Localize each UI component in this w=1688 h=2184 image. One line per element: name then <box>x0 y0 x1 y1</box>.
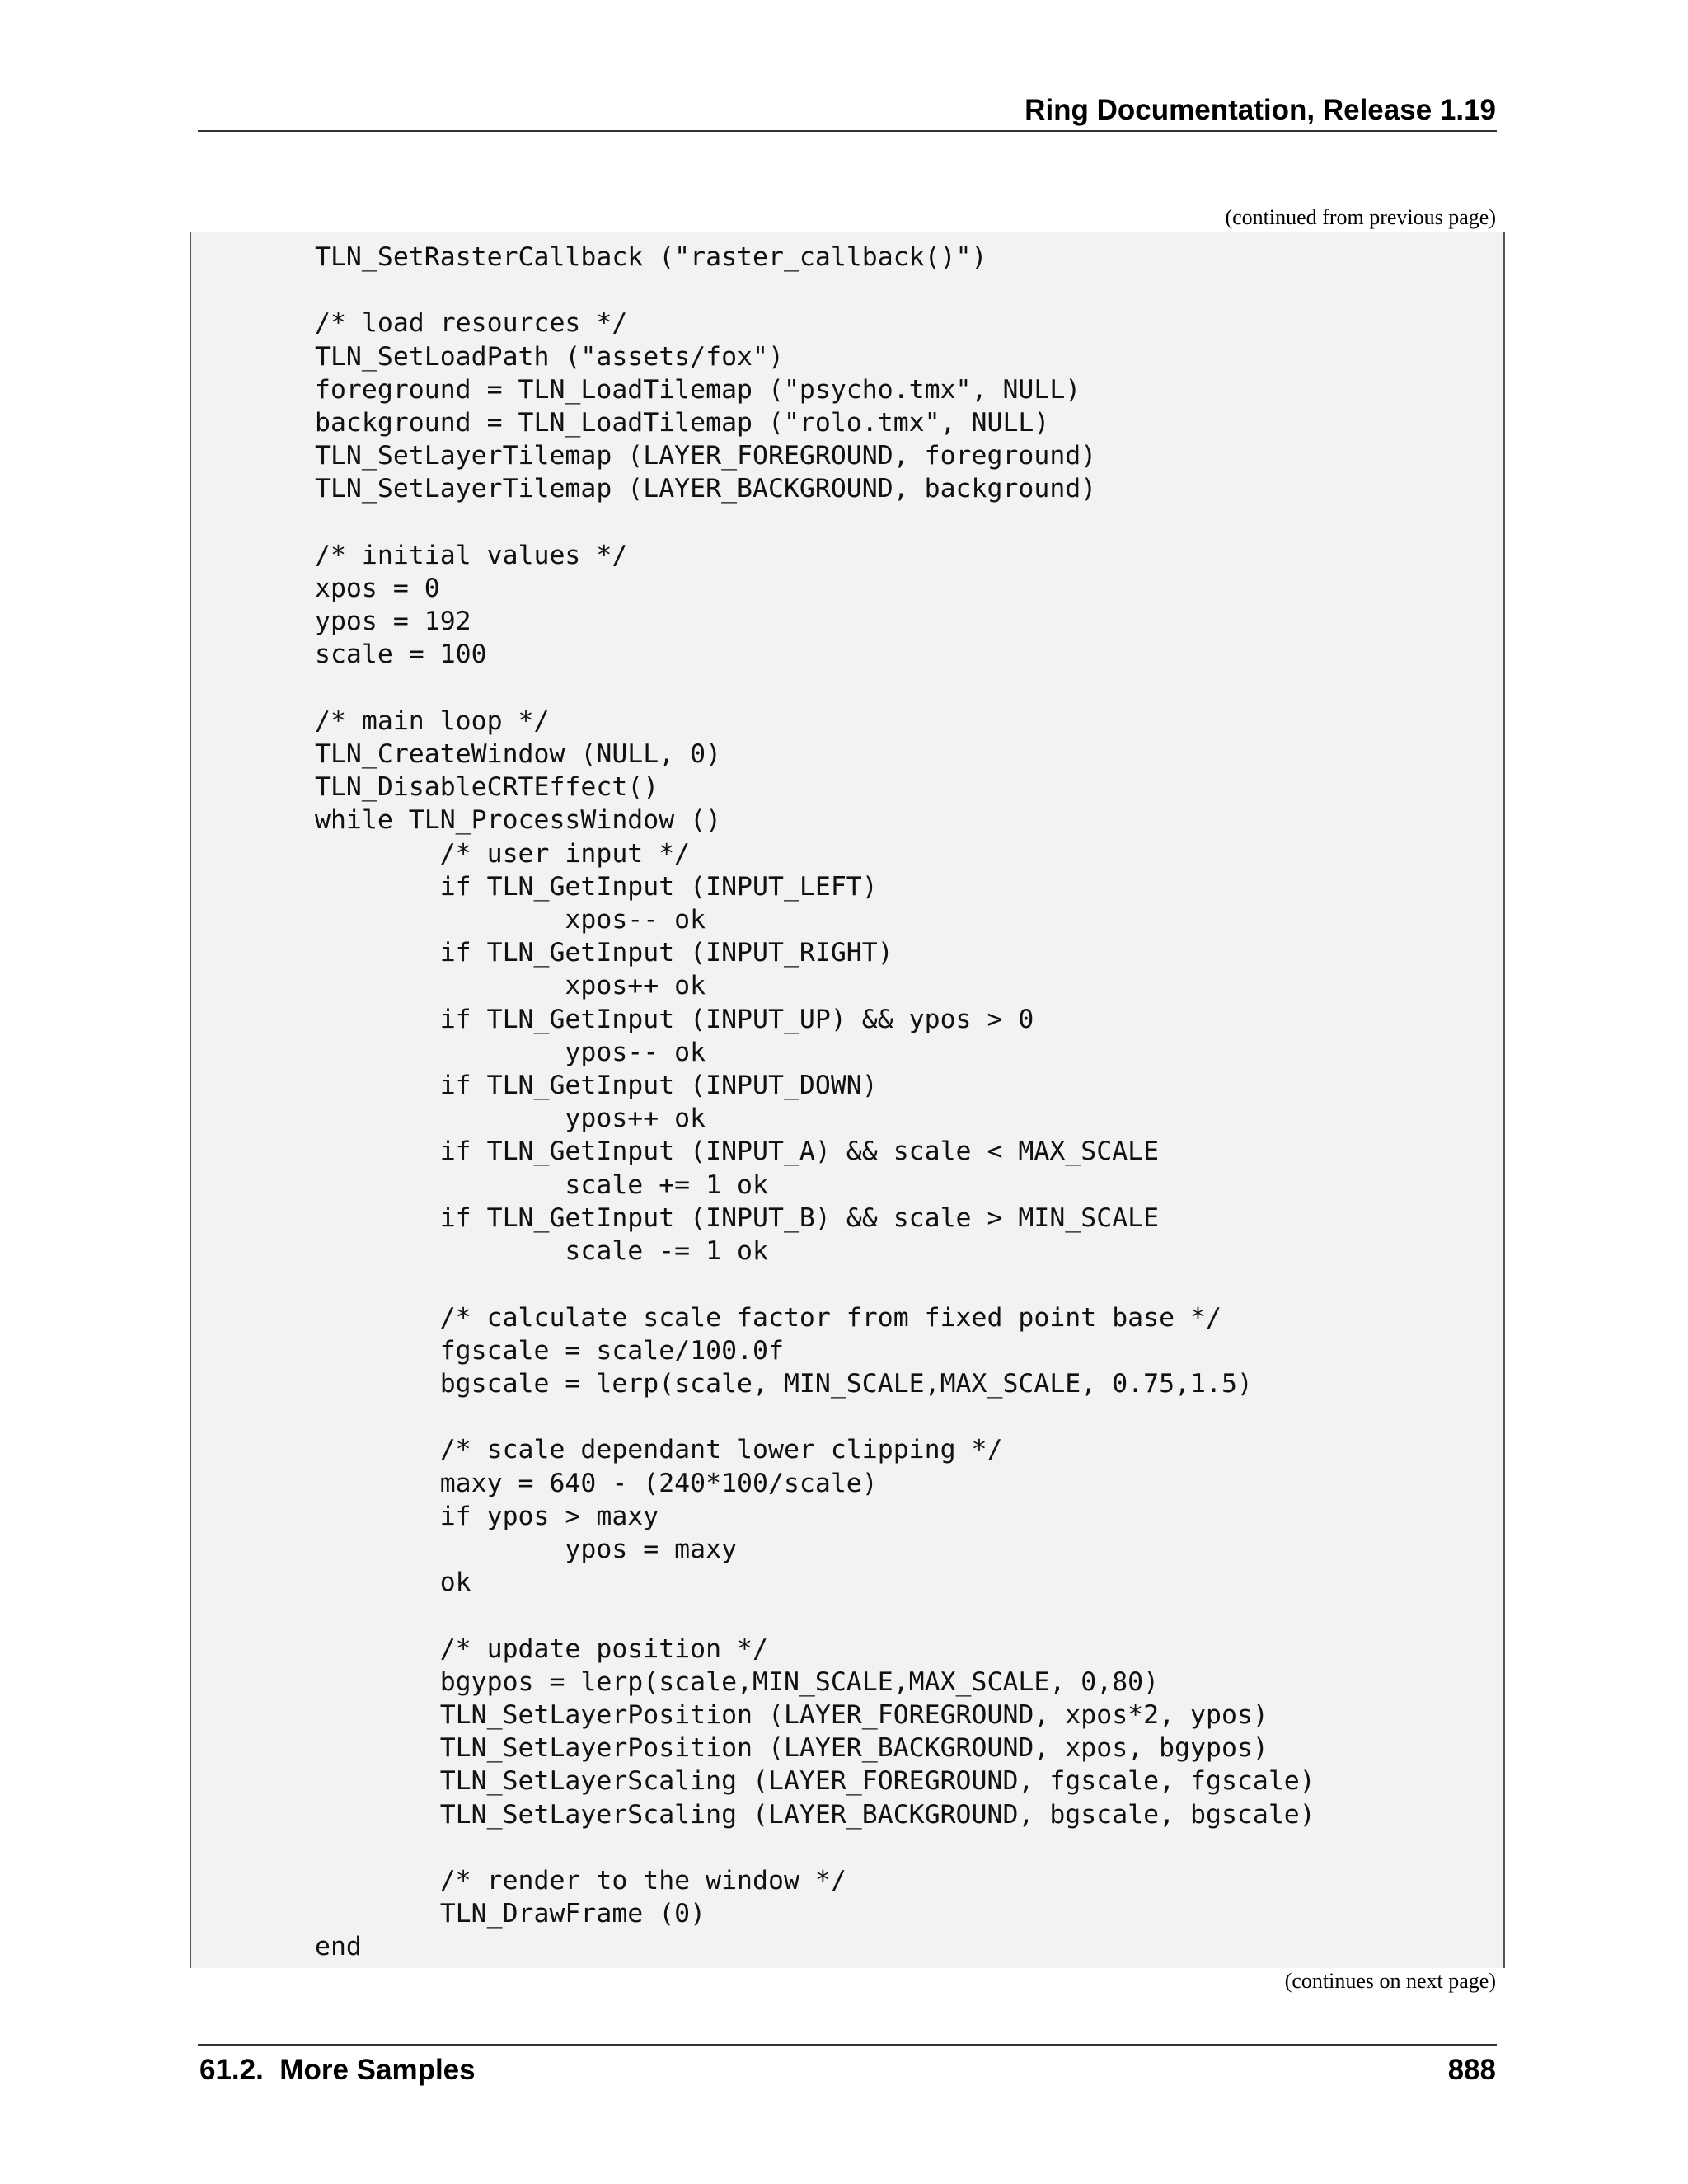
code-line: ypos-- ok <box>315 1037 706 1067</box>
code-line: TLN_SetRasterCallback ("raster_callback()") <box>315 242 987 272</box>
code-block <box>190 232 1505 1968</box>
code-line: ypos++ ok <box>315 1104 706 1134</box>
code-line: scale = 100 <box>315 640 487 670</box>
footer-section-title: 61.2. More Samples <box>199 2054 476 2086</box>
code-line: /* initial values */ <box>315 540 628 570</box>
code-line: if ypos > maxy <box>315 1501 659 1531</box>
code-line: TLN_DisableCRTEffect() <box>315 772 659 803</box>
code-line: /* main loop */ <box>315 705 550 736</box>
code-line: xpos = 0 <box>315 574 440 604</box>
code-line: fgscale = scale/100.0f <box>315 1335 784 1366</box>
code-line: /* user input */ <box>315 838 691 869</box>
code-line: ypos = 192 <box>315 607 471 637</box>
page-number: 888 <box>1447 2054 1496 2086</box>
code-line: end <box>315 1932 362 1962</box>
code-line: maxy = 640 - (240*100/scale) <box>315 1468 878 1498</box>
code-line: if TLN_GetInput (INPUT_UP) && ypos > 0 <box>315 1004 1034 1034</box>
code-line: if TLN_GetInput (INPUT_DOWN) <box>315 1071 878 1101</box>
header-rule <box>198 130 1497 132</box>
code-line: bgypos = lerp(scale,MIN_SCALE,MAX_SCALE, 0,80) <box>315 1666 1160 1697</box>
code-line: TLN_SetLayerTilemap (LAYER_BACKGROUND, background) <box>315 474 1097 504</box>
code-line: while TLN_ProcessWindow () <box>315 805 722 836</box>
code-text <box>315 241 1315 1964</box>
code-line: xpos++ ok <box>315 971 706 1001</box>
document-title: Ring Documentation, Release 1.19 <box>1025 94 1496 126</box>
code-line: /* render to the window */ <box>315 1865 846 1896</box>
continued-from-note: (continued from previous page) <box>1225 205 1496 229</box>
code-line: background = TLN_LoadTilemap ("rolo.tmx", NULL) <box>315 408 1050 438</box>
code-line: TLN_DrawFrame (0) <box>315 1899 706 1929</box>
code-line: ok <box>315 1568 471 1598</box>
code-line: xpos-- ok <box>315 905 706 935</box>
code-line: TLN_SetLayerPosition (LAYER_BACKGROUND, xpos, bgypos) <box>315 1733 1268 1764</box>
code-line: TLN_SetLoadPath ("assets/fox") <box>315 341 784 372</box>
code-line: TLN_SetLayerScaling (LAYER_FOREGROUND, fgscale, fgscale) <box>315 1766 1315 1797</box>
code-line: TLN_SetLayerScaling (LAYER_BACKGROUND, bgscale, bgscale) <box>315 1799 1315 1830</box>
code-line: foreground = TLN_LoadTilemap ("psycho.tmx", NULL) <box>315 374 1081 405</box>
code-line: /* load resources */ <box>315 308 628 339</box>
code-line: TLN_CreateWindow (NULL, 0) <box>315 739 722 770</box>
code-line: scale += 1 ok <box>315 1169 768 1200</box>
code-line: /* scale dependant lower clipping */ <box>315 1435 1003 1465</box>
code-line: scale -= 1 ok <box>315 1236 768 1267</box>
code-line: TLN_SetLayerPosition (LAYER_FOREGROUND, xpos*2, ypos) <box>315 1699 1268 1730</box>
code-line: if TLN_GetInput (INPUT_A) && scale < MAX_SCALE <box>315 1137 1160 1167</box>
code-line: /* update position */ <box>315 1633 768 1664</box>
code-line: if TLN_GetInput (INPUT_RIGHT) <box>315 938 893 968</box>
code-line: if TLN_GetInput (INPUT_B) && scale > MIN_SCALE <box>315 1202 1160 1233</box>
code-line: ypos = maxy <box>315 1534 738 1564</box>
continues-on-note: (continues on next page) <box>1284 1969 1496 1993</box>
code-line: bgscale = lerp(scale, MIN_SCALE,MAX_SCALE, 0.75,1.5) <box>315 1368 1253 1399</box>
code-line: /* calculate scale factor from fixed point base */ <box>315 1302 1221 1333</box>
code-line: TLN_SetLayerTilemap (LAYER_FOREGROUND, foreground) <box>315 441 1097 471</box>
footer-rule <box>198 2044 1497 2046</box>
code-line: if TLN_GetInput (INPUT_LEFT) <box>315 871 878 902</box>
